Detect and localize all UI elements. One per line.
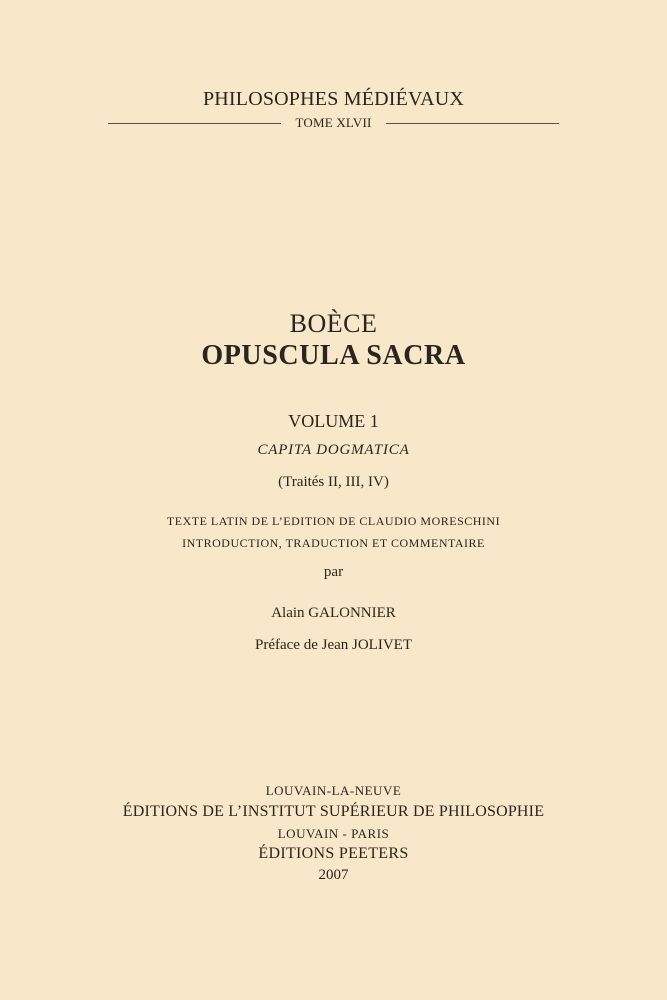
series-title: PHILOSOPHES MÉDIÉVAUX [202, 88, 465, 110]
series-volume-line [0, 114, 667, 132]
translator-name: Alain GALONNIER [271, 605, 396, 621]
publisher-city-1: LOUVAIN-LA-NEUVE [265, 783, 402, 798]
volume-label: VOLUME 1 [288, 411, 379, 431]
book-subtitle: CAPITA DOGMATICA [257, 442, 410, 458]
right-rule [386, 123, 559, 124]
preface-credit: Préface de Jean JOLIVET [254, 637, 412, 653]
par-label: par [323, 564, 344, 580]
publisher-name-2: ÉDITIONS PEETERS [258, 845, 409, 862]
introduction-credit: INTRODUCTION, TRADUCTION ET COMMENTAIRE [182, 536, 485, 550]
left-rule [108, 123, 281, 124]
edition-credit: TEXTE LATIN DE L’EDITION DE CLAUDIO MORESCHINI [166, 514, 501, 528]
publisher-name-1: ÉDITIONS DE L’INSTITUT SUPÉRIEUR DE PHILOSOPHIE [122, 803, 545, 820]
publication-year: 2007 [318, 867, 349, 883]
tome-number: TOME XLVII [295, 115, 372, 130]
author-name: BOÈCE [289, 309, 378, 338]
treatises-list: (Traités II, III, IV) [278, 474, 389, 490]
book-title: OPUSCULA SACRA [201, 340, 466, 371]
publisher-city-2: LOUVAIN - PARIS [277, 826, 390, 841]
